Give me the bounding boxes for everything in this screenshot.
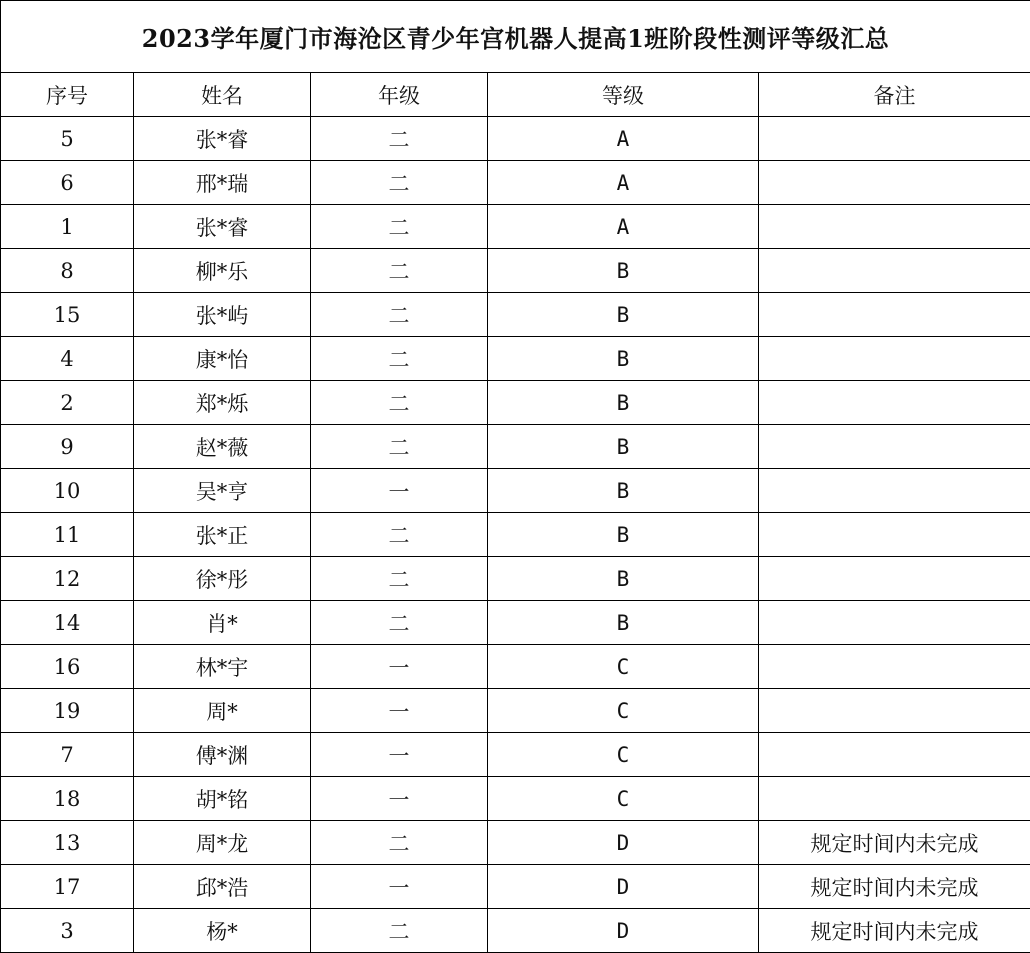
- cell-name: 张*屿: [134, 293, 311, 337]
- cell-grade-year: 二: [311, 293, 488, 337]
- cell-note: [759, 249, 1030, 293]
- cell-grade-year: 二: [311, 249, 488, 293]
- cell-note: [759, 117, 1030, 161]
- cell-note: [759, 337, 1030, 381]
- cell-name: 邢*瑞: [134, 161, 311, 205]
- table-row: [1, 513, 1030, 557]
- cell-no: 12: [1, 557, 134, 601]
- cell-grade-year: 二: [311, 117, 488, 161]
- cell-grade-year: 二: [311, 909, 488, 953]
- cell-no: 17: [1, 865, 134, 909]
- cell-grade-year: 二: [311, 557, 488, 601]
- cell-note: [759, 733, 1030, 777]
- cell-note: 规定时间内未完成: [759, 865, 1030, 909]
- cell-level: A: [488, 161, 759, 205]
- cell-name: 张*睿: [134, 117, 311, 161]
- cell-level: D: [488, 909, 759, 953]
- cell-no: 8: [1, 249, 134, 293]
- cell-level: B: [488, 249, 759, 293]
- cell-grade-year: 二: [311, 337, 488, 381]
- header-cell-note: 备注: [759, 73, 1030, 117]
- cell-no: 6: [1, 161, 134, 205]
- table-row: [1, 821, 1030, 865]
- table-title: 2023学年厦门市海沧区青少年宫机器人提高1班阶段性测评等级汇总: [1, 1, 1030, 73]
- header-cell-no: 序号: [1, 73, 134, 117]
- cell-note: [759, 205, 1030, 249]
- cell-level: B: [488, 557, 759, 601]
- header-cell-level: 等级: [488, 73, 759, 117]
- cell-no: 2: [1, 381, 134, 425]
- table-row: [1, 733, 1030, 777]
- table-row: [1, 161, 1030, 205]
- table-row: [1, 777, 1030, 821]
- table-row: [1, 909, 1030, 953]
- cell-name: 杨*: [134, 909, 311, 953]
- cell-level: B: [488, 425, 759, 469]
- cell-level: D: [488, 865, 759, 909]
- cell-name: 傅*渊: [134, 733, 311, 777]
- cell-no: 4: [1, 337, 134, 381]
- cell-grade-year: 二: [311, 821, 488, 865]
- table-row: [1, 249, 1030, 293]
- cell-grade-year: 一: [311, 733, 488, 777]
- table-row: [1, 557, 1030, 601]
- cell-grade-year: 一: [311, 689, 488, 733]
- cell-grade-year: 一: [311, 645, 488, 689]
- header-cell-name: 姓名: [134, 73, 311, 117]
- cell-name: 徐*彤: [134, 557, 311, 601]
- title-row: [1, 1, 1030, 73]
- cell-level: D: [488, 821, 759, 865]
- cell-name: 周*: [134, 689, 311, 733]
- cell-name: 柳*乐: [134, 249, 311, 293]
- cell-grade-year: 一: [311, 865, 488, 909]
- cell-no: 5: [1, 117, 134, 161]
- table-row: [1, 425, 1030, 469]
- table-row: [1, 337, 1030, 381]
- table-row: [1, 293, 1030, 337]
- cell-note: [759, 601, 1030, 645]
- cell-no: 18: [1, 777, 134, 821]
- cell-note: 规定时间内未完成: [759, 821, 1030, 865]
- table-row: [1, 205, 1030, 249]
- table-row: [1, 689, 1030, 733]
- cell-name: 张*睿: [134, 205, 311, 249]
- cell-level: B: [488, 513, 759, 557]
- cell-no: 15: [1, 293, 134, 337]
- cell-note: [759, 381, 1030, 425]
- cell-level: B: [488, 381, 759, 425]
- cell-name: 周*龙: [134, 821, 311, 865]
- cell-note: [759, 425, 1030, 469]
- cell-no: 16: [1, 645, 134, 689]
- cell-level: B: [488, 601, 759, 645]
- table-row: [1, 381, 1030, 425]
- cell-note: [759, 557, 1030, 601]
- cell-note: 规定时间内未完成: [759, 909, 1030, 953]
- cell-level: B: [488, 293, 759, 337]
- cell-level: C: [488, 777, 759, 821]
- cell-name: 赵*薇: [134, 425, 311, 469]
- cell-no: 9: [1, 425, 134, 469]
- cell-level: B: [488, 469, 759, 513]
- cell-grade-year: 二: [311, 381, 488, 425]
- cell-note: [759, 293, 1030, 337]
- cell-level: C: [488, 733, 759, 777]
- cell-note: [759, 469, 1030, 513]
- cell-grade-year: 二: [311, 425, 488, 469]
- table-row: [1, 117, 1030, 161]
- cell-name: 肖*: [134, 601, 311, 645]
- cell-grade-year: 二: [311, 161, 488, 205]
- cell-level: B: [488, 337, 759, 381]
- cell-level: A: [488, 117, 759, 161]
- cell-name: 郑*烁: [134, 381, 311, 425]
- cell-no: 7: [1, 733, 134, 777]
- header-cell-grade-year: 年级: [311, 73, 488, 117]
- cell-no: 10: [1, 469, 134, 513]
- cell-note: [759, 645, 1030, 689]
- cell-level: A: [488, 205, 759, 249]
- cell-grade-year: 一: [311, 777, 488, 821]
- cell-name: 康*怡: [134, 337, 311, 381]
- cell-no: 19: [1, 689, 134, 733]
- cell-note: [759, 161, 1030, 205]
- cell-name: 张*正: [134, 513, 311, 557]
- cell-name: 林*宇: [134, 645, 311, 689]
- cell-no: 1: [1, 205, 134, 249]
- table-row: [1, 601, 1030, 645]
- table-row: [1, 645, 1030, 689]
- cell-note: [759, 513, 1030, 557]
- cell-no: 3: [1, 909, 134, 953]
- cell-grade-year: 二: [311, 205, 488, 249]
- cell-name: 吴*亨: [134, 469, 311, 513]
- cell-grade-year: 一: [311, 469, 488, 513]
- cell-no: 11: [1, 513, 134, 557]
- cell-no: 14: [1, 601, 134, 645]
- cell-grade-year: 二: [311, 513, 488, 557]
- cell-name: 胡*铭: [134, 777, 311, 821]
- table-row: [1, 469, 1030, 513]
- cell-level: C: [488, 645, 759, 689]
- cell-grade-year: 二: [311, 601, 488, 645]
- cell-level: C: [488, 689, 759, 733]
- table-row: [1, 865, 1030, 909]
- cell-no: 13: [1, 821, 134, 865]
- cell-name: 邱*浩: [134, 865, 311, 909]
- cell-note: [759, 689, 1030, 733]
- header-row: [1, 73, 1030, 117]
- cell-note: [759, 777, 1030, 821]
